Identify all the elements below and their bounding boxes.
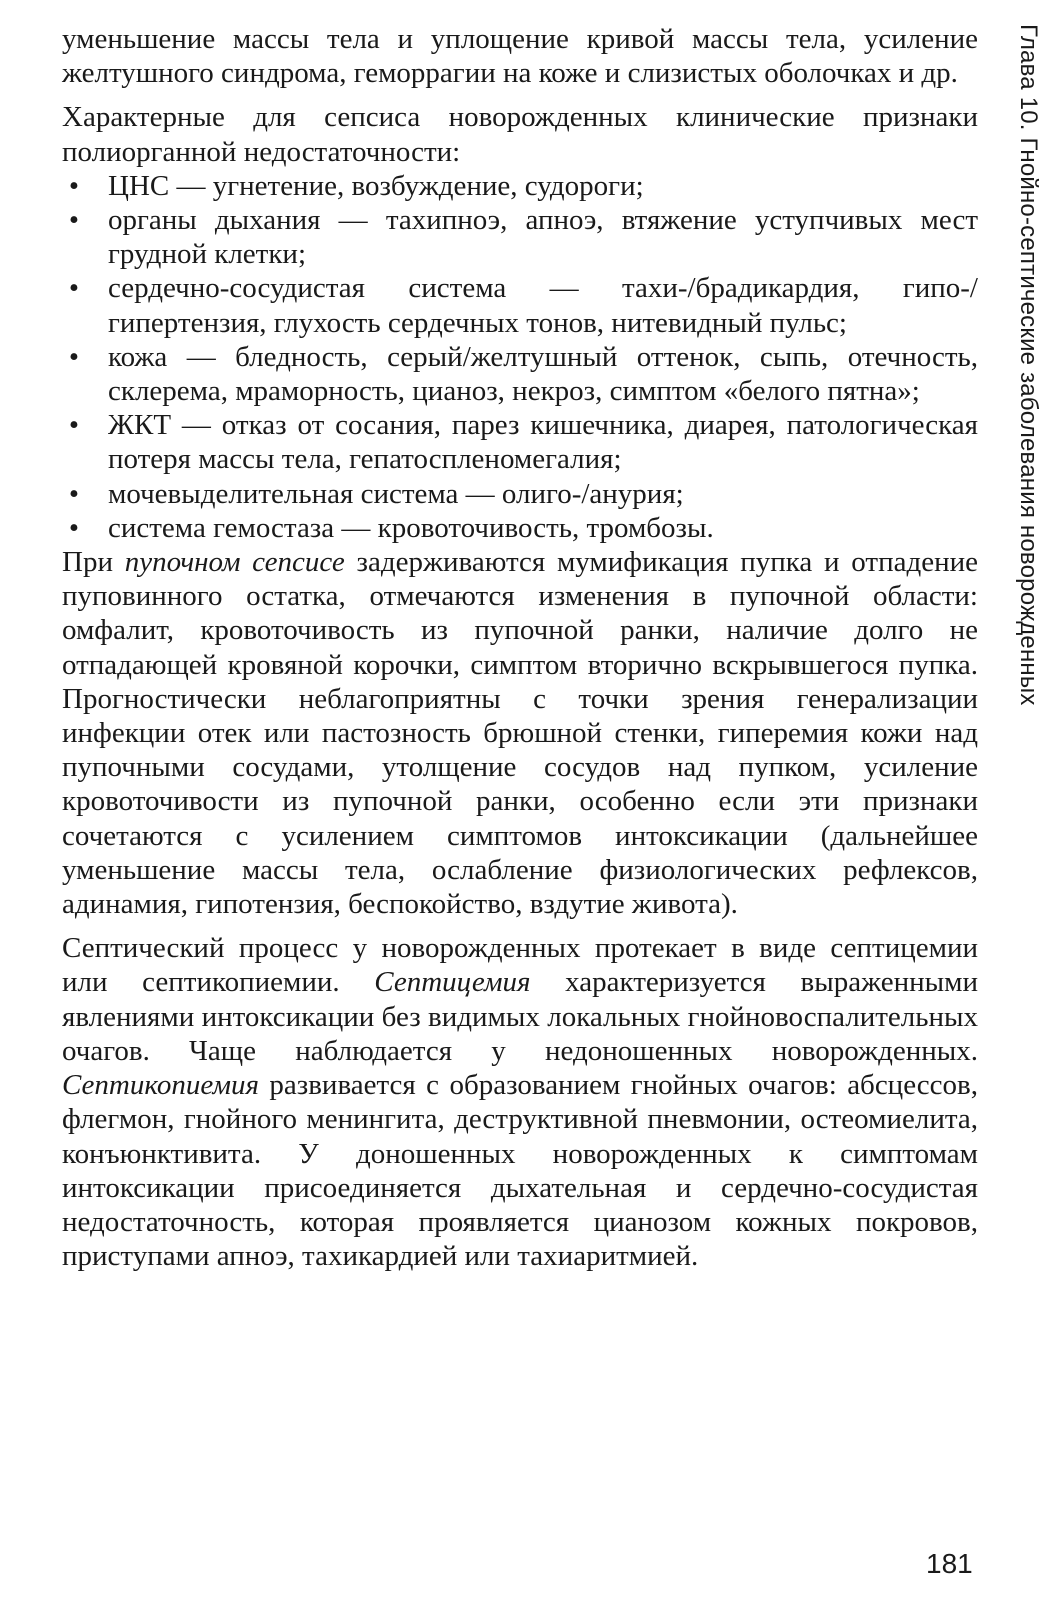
list-item-text: мочевыделительная система — олиго-/анурия; <box>108 477 684 510</box>
list-item-text: кожа — бледность, серый/желтушный оттенок, сыпь, отечность, склерема, мраморность, цианоз, некроз, симптом «белого пятна»; <box>108 340 978 408</box>
paragraph-septicemia <box>62 931 978 1273</box>
text-run: задерживаются мумификация пупка и отпадение пуповинного остатка, отмечаются изменения в пупочной области: омфалит, кровоточивость из пупочной ранки, наличие долго не отпадающей кровяной корочки, симптом вторично вскрывшегося пупка. Прогностически неблагоприятны с точки зрения генерализации инфекции отек или пастозность брюшной стенки, гиперемия кожи над пупочными сосудами, утолщение сосудов над пупком, усиление кровоточивости из пупочной ранки, особенно если эти признаки сочетаются с усилением симптомов интоксикации (дальнейшее уменьшение массы тела, ослабление физиологических рефлексов, адинамия, гипотензия, беспокойство, вздутие живота). <box>62 546 979 921</box>
paragraph-umbilical-sepsis <box>62 545 978 921</box>
list-item-text: ЖКТ — отказ от сосания, парез кишечника, диарея, патологическая потеря массы тела, гепатоспленомегалия; <box>108 409 978 476</box>
text-run: развивается с образованием гнойных очагов: абсцессов, флегмон, гнойного менингита, деструктивной пневмонии, остеомиелита, конъюнктивита. У доношенных новорожденных к симптомам интоксикации присоединяется дыхательная и сердечно-сосудистая недостаточность, которая проявляется цианозом кожных покровов, приступами апноэ, тахикардией или тахиаритмией. <box>62 1069 978 1273</box>
running-header: Глава 10. Гнойно-септические заболевания новорожденных <box>1015 24 1042 706</box>
bullet-icon: • <box>68 511 80 544</box>
list-item-text: органы дыхания — тахипноэ, апноэ, втяжение уступчивых мест грудной клетки; <box>108 204 978 271</box>
list-item-text: ЦНС — угнетение, возбуждение, судороги; <box>108 169 644 202</box>
bullet-icon: • <box>68 169 80 202</box>
list-item <box>62 477 978 511</box>
list-item <box>62 511 978 545</box>
list-item <box>62 169 978 203</box>
bullet-icon: • <box>68 340 80 373</box>
page-body <box>62 22 978 1273</box>
term-septicemia: Септицемия <box>374 966 531 999</box>
bullet-icon: • <box>68 409 80 442</box>
list-item <box>62 340 978 408</box>
page-number: 181 <box>926 1548 973 1579</box>
term-septicopyemia: Септикопиемия <box>62 1069 259 1102</box>
term-umbilical-sepsis: пупочном сепсисе <box>124 546 345 579</box>
list-item <box>62 408 978 476</box>
text-run: характеризуется выраженными явлениями интоксикации без видимых локальных гнойновоспалительных очагов. Чаще наблюдается у недоношенных новорожденных. <box>62 966 978 1067</box>
text-run: Септический процесс у новорожденных протекает в виде септицемии или септикопиемии. <box>62 932 978 999</box>
organ-failure-list <box>62 169 978 545</box>
list-item <box>62 203 978 271</box>
intro-text: Характерные для сепсиса новорожденных клинические признаки полиорганной недостаточности: <box>62 101 978 168</box>
bullet-icon: • <box>68 272 80 305</box>
bullet-icon: • <box>68 477 80 510</box>
paragraph-continued: уменьшение массы тела и уплощение кривой массы тела, усиление желтушного синдрома, геморрагии на коже и слизистых оболочках и др. <box>62 23 978 90</box>
list-item-text: система гемостаза — кровоточивость, тромбозы. <box>108 511 714 544</box>
list-item <box>62 271 978 339</box>
paragraph-intro-signs <box>62 100 978 168</box>
text-run: При <box>62 546 125 579</box>
list-item-text: сердечно-сосудистая система — тахи-/брадикардия, гипо-/гипертензия, глухость сердечных тонов, нитевидный пульс; <box>108 272 978 339</box>
bullet-icon: • <box>68 204 80 237</box>
